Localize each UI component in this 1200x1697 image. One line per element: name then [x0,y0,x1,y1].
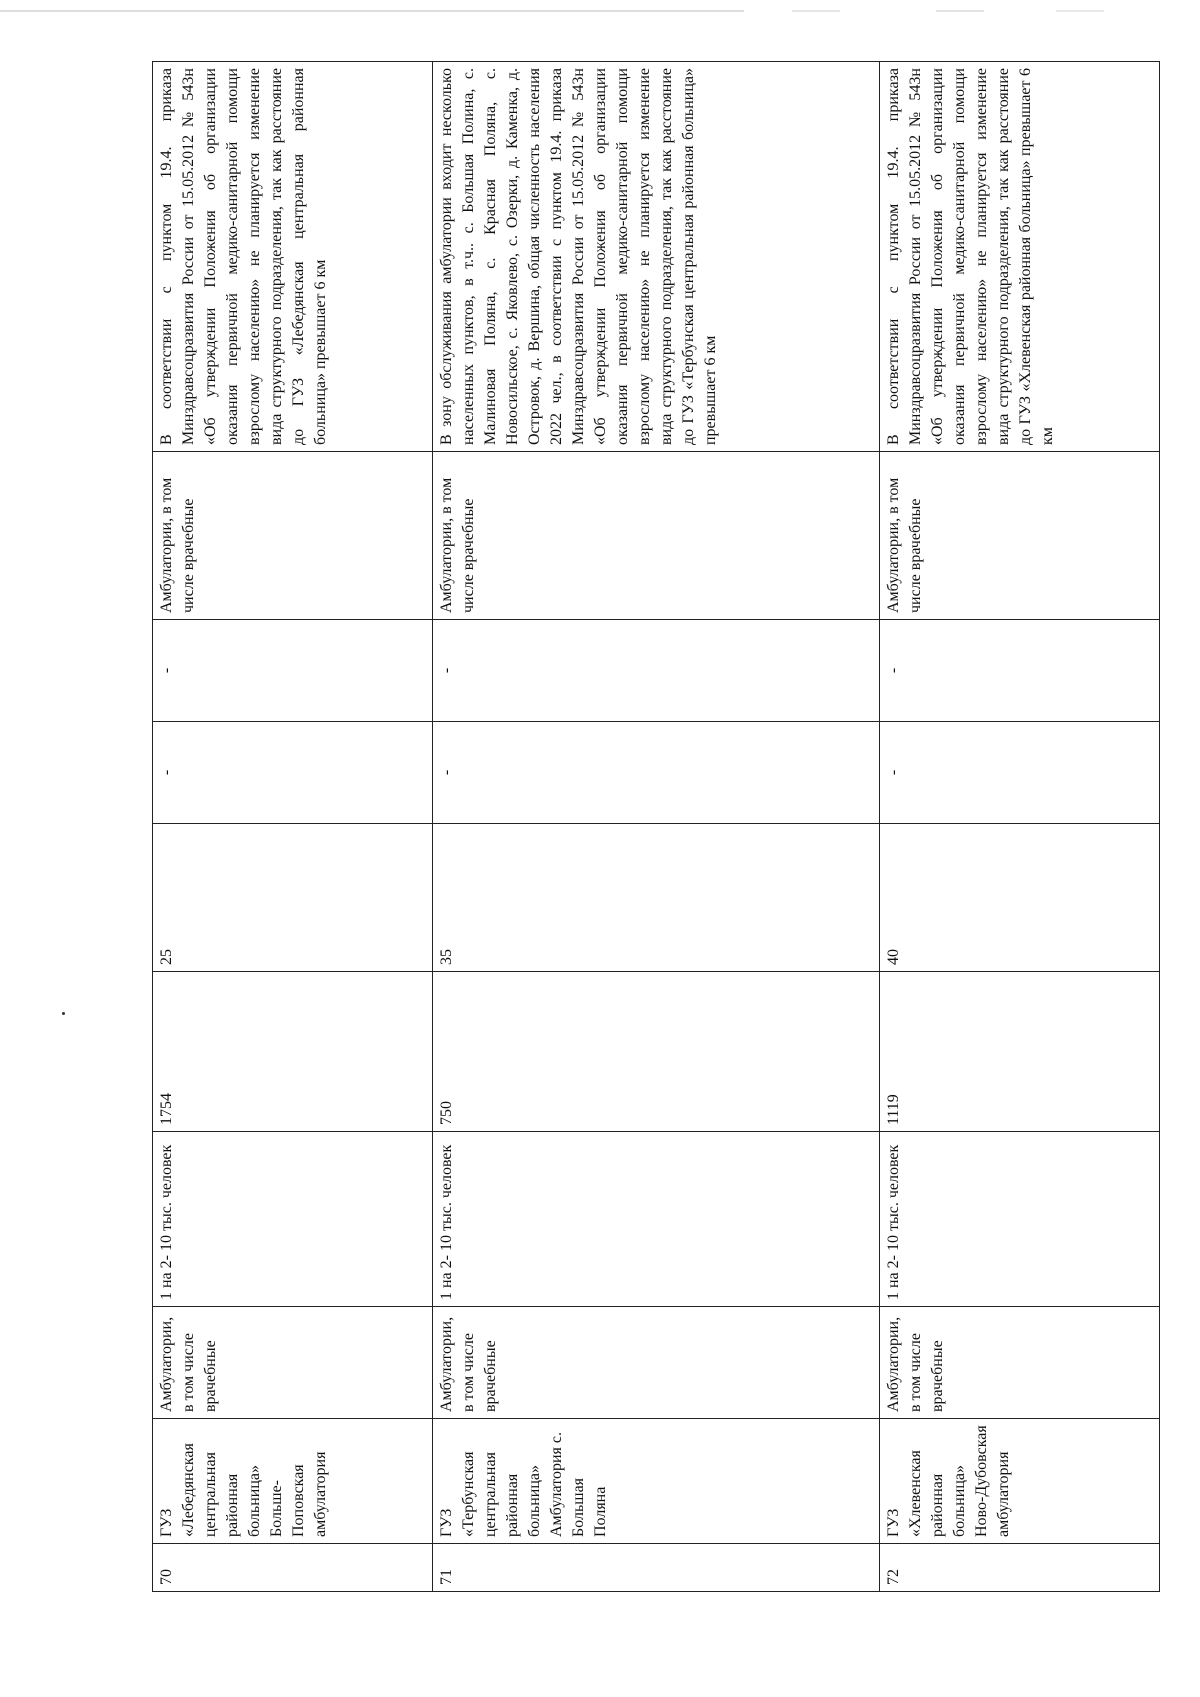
coverage-norm: 1 на 2- 10 тыс. человек [153,1132,433,1307]
planned-type: Амбулатории, в том числе врачебные [153,452,433,620]
facility-name: ГУЗ «Лебедянская центральная районная больница» Больше-Поповская амбулатория [153,1419,433,1544]
empty-value: - [153,620,433,722]
distance-km: 35 [432,824,880,972]
empty-value: - [432,620,880,722]
facility-type: Амбулатории, в том числе врачебные [153,1307,433,1419]
planned-type: Амбулатории, в том числе врачебные [880,452,1160,620]
coverage-norm: 1 на 2- 10 тыс. человек [432,1132,880,1307]
coverage-norm: 1 на 2- 10 тыс. человек [880,1132,1160,1307]
row-number: 72 [880,1544,1160,1592]
scan-artifact-line [0,10,1200,12]
empty-value: - [153,722,433,824]
distance-km: 40 [880,824,1160,972]
population: 1119 [880,972,1160,1132]
row-number: 71 [432,1544,880,1592]
table-row [153,62,433,1592]
facility-name: ГУЗ «Хлевенская районная больница» Ново-Дубовская амбулатория [880,1419,1160,1544]
facility-type: Амбулатории, в том числе врачебные [432,1307,880,1419]
empty-value: - [432,722,880,824]
justification-note: В соответствии с пунктом 19.4. приказа Минздравсоцразвития России от 15.05.2012 № 543н «Об утверждении Положения об организации оказания первичной медико-санитарной помощи взрослому населению» не планируется изменение вида структурного подразделения, так как расстояние до ГУЗ «Хлевенская районная больница» превышает 6 км [880,62,1160,452]
justification-note: В соответствии с пунктом 19.4. приказа Минздравсоцразвития России от 15.05.2012 № 543н «Об утверждении Положения об организации оказания первичной медико-санитарной помощи взрослому населению» не планируется изменение вида структурного подразделения, так как расстояние до ГУЗ «Лебедянская центральная районная больница» превышает 6 км [153,62,433,452]
empty-value: - [880,722,1160,824]
justification-note: В зону обслуживания амбулатории входит несколько населенных пунктов, в т.ч.. с. Большая Полина, с. Малиновая Поляна, с. Красная Поляна, с. Новосильское, с. Яковлево, с. Озерки, д. Каменка, д. Островок, д. Вершина, общая численность населения 2022 чел., в соответствии с пунктом 19.4. приказа Минздравсоцразвития России от 15.05.2012 № 543н «Об утверждении Положения об организации оказания первичной медико-санитарной помощи взрослому населению» не планируется изменение вида структурного подразделения, так как расстояние до ГУЗ «Тербунская центральная районная больница» превышает 6 км [432,62,880,452]
population: 750 [432,972,880,1132]
rotated-table-container [152,62,1160,1592]
empty-value: - [880,620,1160,722]
row-number: 70 [153,1544,433,1592]
scan-speck [62,1012,65,1015]
distance-km: 25 [153,824,433,972]
table-row [880,62,1160,1592]
table-row [432,62,880,1592]
planned-type: Амбулатории, в том числе врачебные [432,452,880,620]
facilities-table [152,61,1160,1592]
facility-type: Амбулатории, в том числе врачебные [880,1307,1160,1419]
population: 1754 [153,972,433,1132]
facility-name: ГУЗ «Тербунская центральная районная больница» Амбулатория с. Большая Поляна [432,1419,880,1544]
